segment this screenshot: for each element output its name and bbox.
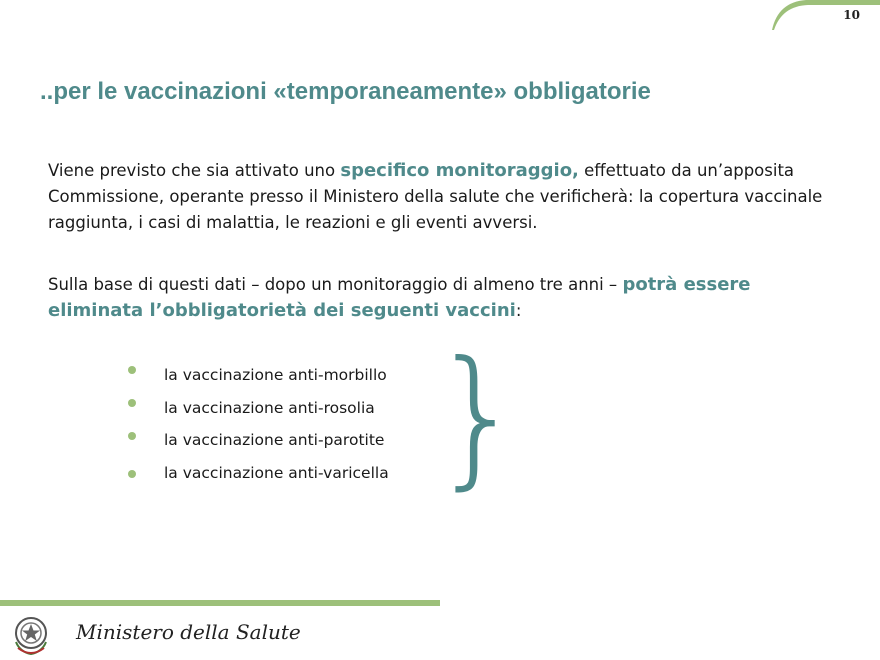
paragraph1-text-start: Viene previsto che sia attivato uno <box>48 161 341 180</box>
monitoring-paragraph <box>48 158 848 236</box>
paragraph1-highlight: specifico monitoraggio, <box>340 160 579 181</box>
vaccine-label: la vaccinazione anti-varicella <box>164 464 389 482</box>
page-number: 10 <box>843 8 860 22</box>
curly-brace: } <box>430 330 526 504</box>
page-badge-shape <box>772 0 880 30</box>
bullet-dot-icon <box>128 366 136 374</box>
paragraph2-highlight: potrà essere eliminata l’obbligatorietà dei seguenti vaccini <box>48 274 751 321</box>
vaccine-label: la vaccinazione anti-morbillo <box>164 366 387 384</box>
bullet-dot-icon <box>128 470 136 478</box>
paragraph2-text-end: : <box>515 301 522 320</box>
vaccine-label: la vaccinazione anti-rosolia <box>164 399 375 417</box>
italian-emblem-icon <box>10 612 52 656</box>
bullet-dot-icon <box>128 399 136 407</box>
paragraph1-text-end: effettuato da un’apposita Commissione, operante presso il Ministero della salute che verificherà: la copertura vaccinale raggiunta, i casi di malattia, le reazioni e gli eventi avversi. <box>48 161 823 232</box>
bullet-dot-icon <box>128 432 136 440</box>
footer-divider <box>0 600 440 606</box>
paragraph2-text-start: Sulla base di questi dati – dopo un monitoraggio di almeno tre anni – <box>48 275 623 294</box>
page-number-badge <box>772 0 880 30</box>
ministry-name: Ministero della Salute <box>76 620 301 644</box>
elimination-paragraph <box>48 272 848 324</box>
slide-title: ..per le vaccinazioni «temporaneamente» obbligatorie <box>40 78 651 105</box>
vaccine-label: la vaccinazione anti-parotite <box>164 431 385 449</box>
